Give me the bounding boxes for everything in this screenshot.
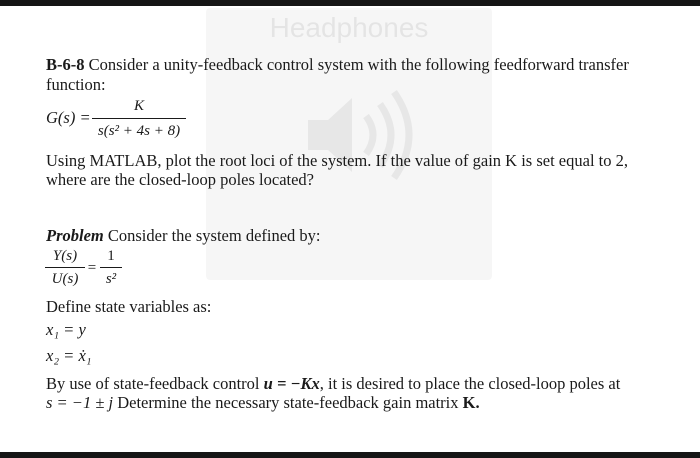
watermark-title: Headphones bbox=[269, 12, 429, 43]
bottom-border bbox=[0, 452, 700, 458]
transfer-function-lhs: G(s) = bbox=[46, 108, 91, 127]
speaker-icon bbox=[300, 80, 420, 190]
desired-poles: s = −1 ± j bbox=[46, 393, 114, 412]
plant-fraction-bar-left bbox=[45, 267, 85, 268]
state-x2-definition: x₂ = ẋ₁ bbox=[46, 346, 92, 365]
problem2-intro: Consider the system defined by: bbox=[107, 226, 321, 245]
problem1-intro: Consider a unity-feedback control system with the following feedforward transfer bbox=[88, 55, 629, 74]
plant-equals: = bbox=[87, 260, 97, 276]
plant-rhs-numerator: 1 bbox=[107, 248, 115, 264]
problem2-label: Problem bbox=[46, 226, 104, 245]
plant-numerator: Y(s) bbox=[52, 248, 78, 264]
state-x1-definition: x₁ = y bbox=[46, 320, 86, 339]
gain-question: Determine the necessary state-feedback gain matrix bbox=[117, 393, 459, 412]
control-line2 bbox=[46, 393, 480, 413]
top-border bbox=[0, 0, 700, 6]
control-line1 bbox=[46, 374, 620, 394]
problem1-intro-cont: function: bbox=[46, 75, 106, 94]
control-intro: By use of state-feedback control bbox=[46, 374, 260, 393]
plant-fraction-bar-right bbox=[100, 267, 122, 268]
gain-matrix-label: K. bbox=[462, 393, 480, 412]
plant-denominator: U(s) bbox=[51, 271, 79, 287]
control-goal: , it is desired to place the closed-loop poles at bbox=[319, 374, 621, 393]
problem1-question-line2: where are the closed-loop poles located? bbox=[46, 170, 315, 189]
problem2-first-line bbox=[46, 226, 321, 246]
transfer-function-denominator: s(s² + 4s + 8) bbox=[97, 123, 181, 139]
transfer-function-bar bbox=[92, 118, 186, 119]
plant-rhs-denominator: s² bbox=[105, 271, 117, 287]
define-states-text: Define state variables as: bbox=[46, 297, 212, 316]
control-law: u = −Kx bbox=[263, 374, 320, 393]
transfer-function-numerator: K bbox=[133, 98, 144, 114]
problem1-id: B-6-8 bbox=[46, 55, 85, 74]
problem1-first-line bbox=[46, 55, 629, 75]
problem1-question-line1: Using MATLAB, plot the root loci of the system. If the value of gain K is set equal to 2, bbox=[46, 151, 628, 170]
